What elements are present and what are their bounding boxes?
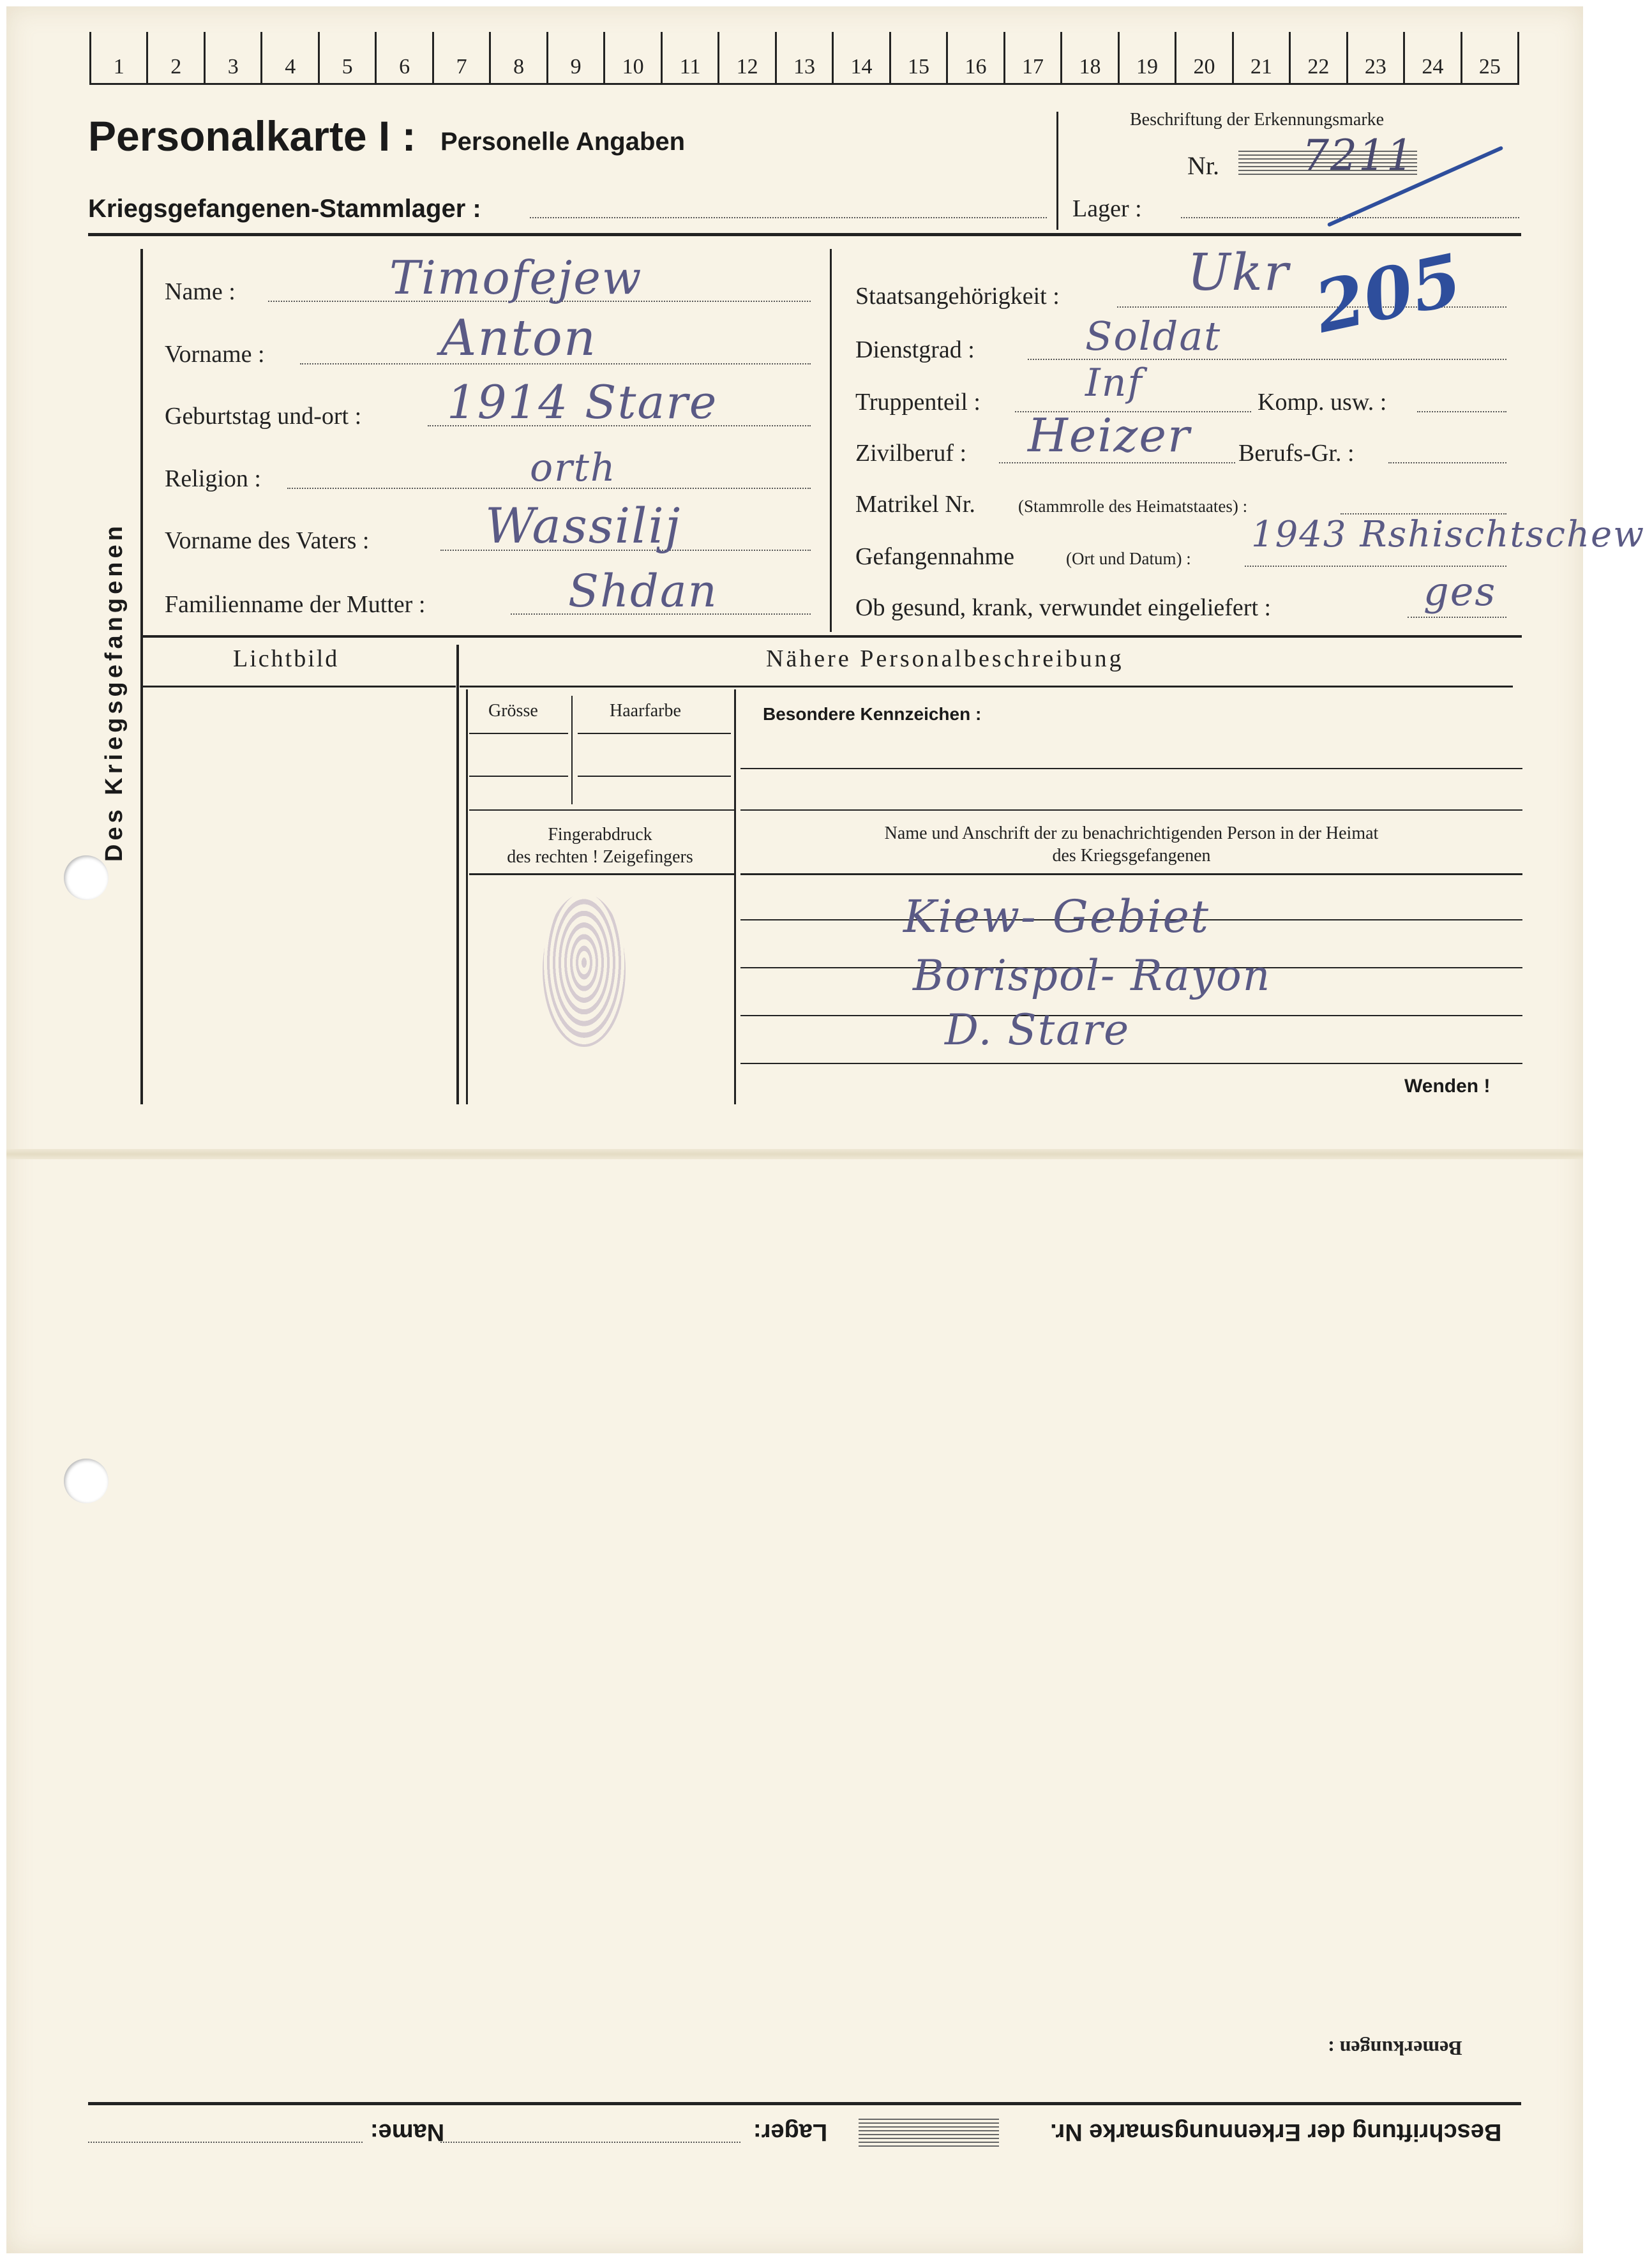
header-divider (1056, 112, 1058, 230)
strip-number: 25 (1461, 32, 1519, 83)
personalbeschreibung-label: Nähere Personalbeschreibung (766, 645, 1124, 672)
left-field-label: Geburtstag und-ort : (165, 403, 362, 430)
gesund-line (1408, 617, 1506, 618)
left-field-value: orth (530, 446, 617, 490)
erkennungsmarke-label: Beschriftung der Erkennungsmarke (1130, 110, 1385, 130)
strip-number: 12 (717, 32, 774, 83)
side-label: Des Kriegsgefangenen (101, 522, 128, 862)
strip-number: 17 (1003, 32, 1060, 83)
fingerprint-image (543, 894, 626, 1047)
stammlager-label: Kriegsgefangenen-Stammlager : (88, 195, 481, 223)
staatsangehoerigkeit-value: Ukr (1187, 243, 1290, 302)
left-field-value: Timofejew (389, 251, 643, 304)
anschrift-line-2: des Kriegsgefangenen (1052, 846, 1211, 866)
gefangennahme-sublabel: (Ort und Datum) : (1066, 549, 1191, 568)
strip-number: 20 (1175, 32, 1231, 83)
left-field-value: Wassilij (485, 497, 682, 554)
strip-number: 13 (775, 32, 832, 83)
matrikel-sublabel: (Stammrolle des Heimatstaates) : (1018, 497, 1248, 516)
lichtbild-rule (143, 686, 456, 687)
lichtbild-divider (456, 645, 459, 1104)
anschrift-line-1: Name und Anschrift der zu benachrichtigenden Person in der Heimat (884, 823, 1379, 843)
left-field-value: Shdan (568, 565, 718, 617)
personnel-card (6, 6, 1645, 2253)
inverted-erkennungsmarke: Beschriftung der Erkennungsmarke Nr. (1050, 2119, 1502, 2145)
address-line-1: Kiew- Gebiet (903, 890, 1210, 943)
gefangennahme-line (1245, 566, 1506, 567)
kennzeichen-label: Besondere Kennzeichen : (763, 704, 982, 724)
strip-number: 8 (489, 32, 546, 83)
strip-number: 10 (603, 32, 660, 83)
grid-right-rule (734, 689, 736, 1104)
left-field-label: Religion : (165, 465, 261, 492)
wenden-label: Wenden ! (1404, 1076, 1491, 1097)
strip-number: 5 (318, 32, 375, 83)
zivilberuf-value: Heizer (1028, 409, 1191, 462)
gefangennahme-label: Gefangennahme (855, 543, 1014, 570)
haarfarbe-rule-2 (578, 776, 731, 777)
truppenteil-value: Inf (1085, 361, 1143, 405)
zivilberuf-line (999, 462, 1235, 463)
strip-number: 2 (146, 32, 203, 83)
fold-crease (6, 1149, 1583, 1159)
lager-label: Lager : (1072, 195, 1142, 222)
bottom-rule (88, 2102, 1521, 2105)
address-rule-3 (740, 1015, 1522, 1016)
staatsangehoerigkeit-label: Staatsangehörigkeit : (855, 283, 1060, 310)
komp-line (1417, 411, 1506, 412)
kennzeichen-rule-1 (740, 768, 1522, 769)
anschrift-label (740, 822, 1522, 867)
kennzeichen-rule-2 (740, 809, 1522, 811)
strip-number: 22 (1289, 32, 1346, 83)
haarfarbe-label: Haarfarbe (610, 701, 681, 721)
strip-number: 21 (1232, 32, 1289, 83)
haarfarbe-rule (578, 733, 731, 734)
groesse-rule-2 (469, 776, 568, 777)
strip-number: 1 (89, 32, 146, 83)
inverted-name: Name: (370, 2119, 445, 2145)
fingerabdruck-rule (469, 873, 734, 875)
inverted-lager-line (440, 2142, 740, 2143)
strip-number: 15 (889, 32, 946, 83)
dienstgrad-label: Dienstgrad : (855, 336, 975, 363)
strip-number: 11 (661, 32, 717, 83)
number-strip (89, 32, 1519, 83)
frame-left-rule (140, 249, 143, 1104)
left-field-label: Vorname : (165, 341, 265, 368)
inverted-lager: Lager: (753, 2119, 828, 2145)
groesse-label: Grösse (488, 701, 538, 721)
strip-number: 4 (260, 32, 317, 83)
strip-number: 14 (832, 32, 889, 83)
fingerabdruck-line-2: des rechten ! Zeigefingers (507, 847, 693, 867)
fingerabdruck-top-rule (469, 809, 734, 811)
inverted-name-line (88, 2142, 363, 2143)
strip-number: 19 (1118, 32, 1175, 83)
matrikel-label: Matrikel Nr. (855, 491, 975, 518)
berufsgr-line (1388, 462, 1506, 463)
komp-label: Komp. usw. : (1258, 389, 1387, 416)
card-subtitle: Personelle Angaben (440, 128, 686, 156)
strip-number: 18 (1060, 32, 1117, 83)
gefangennahme-value: 1943 Rshischtschew (1251, 514, 1645, 555)
fingerabdruck-label (469, 823, 731, 868)
strip-bottom-rule (89, 83, 1519, 85)
grid-left-rule (466, 689, 468, 1104)
strip-number: 16 (946, 32, 1003, 83)
nr-value: 7211 (1302, 131, 1415, 180)
dienstgrad-value: Soldat (1085, 313, 1222, 359)
nr-label: Nr. (1187, 151, 1219, 180)
groesse-rule (469, 733, 568, 734)
truppenteil-label: Truppenteil : (855, 389, 980, 416)
left-field-label: Name : (165, 278, 236, 305)
blue-number: 205 (1308, 237, 1469, 349)
berufsgr-label: Berufs-Gr. : (1238, 440, 1355, 467)
address-line-3: D. Stare (945, 1005, 1130, 1055)
anschrift-rule (740, 873, 1522, 875)
bemerkungen-label: Bemerkungen : (1328, 2037, 1462, 2060)
strip-number: 23 (1346, 32, 1403, 83)
strip-number: 24 (1403, 32, 1460, 83)
gesund-value: ges (1423, 568, 1497, 615)
strip-number: 3 (204, 32, 260, 83)
left-field-value: 1914 Stare (447, 375, 718, 429)
address-line-2: Borispol- Rayon (913, 951, 1272, 1000)
strip-number: 9 (546, 32, 603, 83)
stammlager-line (530, 217, 1047, 218)
gesund-label: Ob gesund, krank, verwundet eingeliefert : (855, 594, 1272, 621)
strip-number: 6 (375, 32, 432, 83)
center-divider (830, 249, 832, 632)
punch-hole-bottom (64, 1459, 109, 1503)
punch-hole-top (64, 855, 109, 900)
address-rule-4 (740, 1063, 1522, 1064)
groesse-divider (571, 696, 573, 804)
inverted-nr-field (859, 2116, 999, 2148)
fingerabdruck-line-1: Fingerabdruck (548, 825, 652, 845)
zivilberuf-label: Zivilberuf : (855, 440, 967, 467)
lichtbild-label: Lichtbild (233, 645, 340, 672)
card-title: Personalkarte I : (88, 112, 416, 160)
left-field-value: Anton (440, 310, 597, 367)
header-rule (88, 233, 1521, 236)
left-field-label: Familienname der Mutter : (165, 591, 426, 618)
lower-top-rule (143, 635, 1522, 638)
beschreibung-rule (460, 686, 1513, 687)
strip-number: 7 (432, 32, 489, 83)
left-field-label: Vorname des Vaters : (165, 527, 370, 554)
